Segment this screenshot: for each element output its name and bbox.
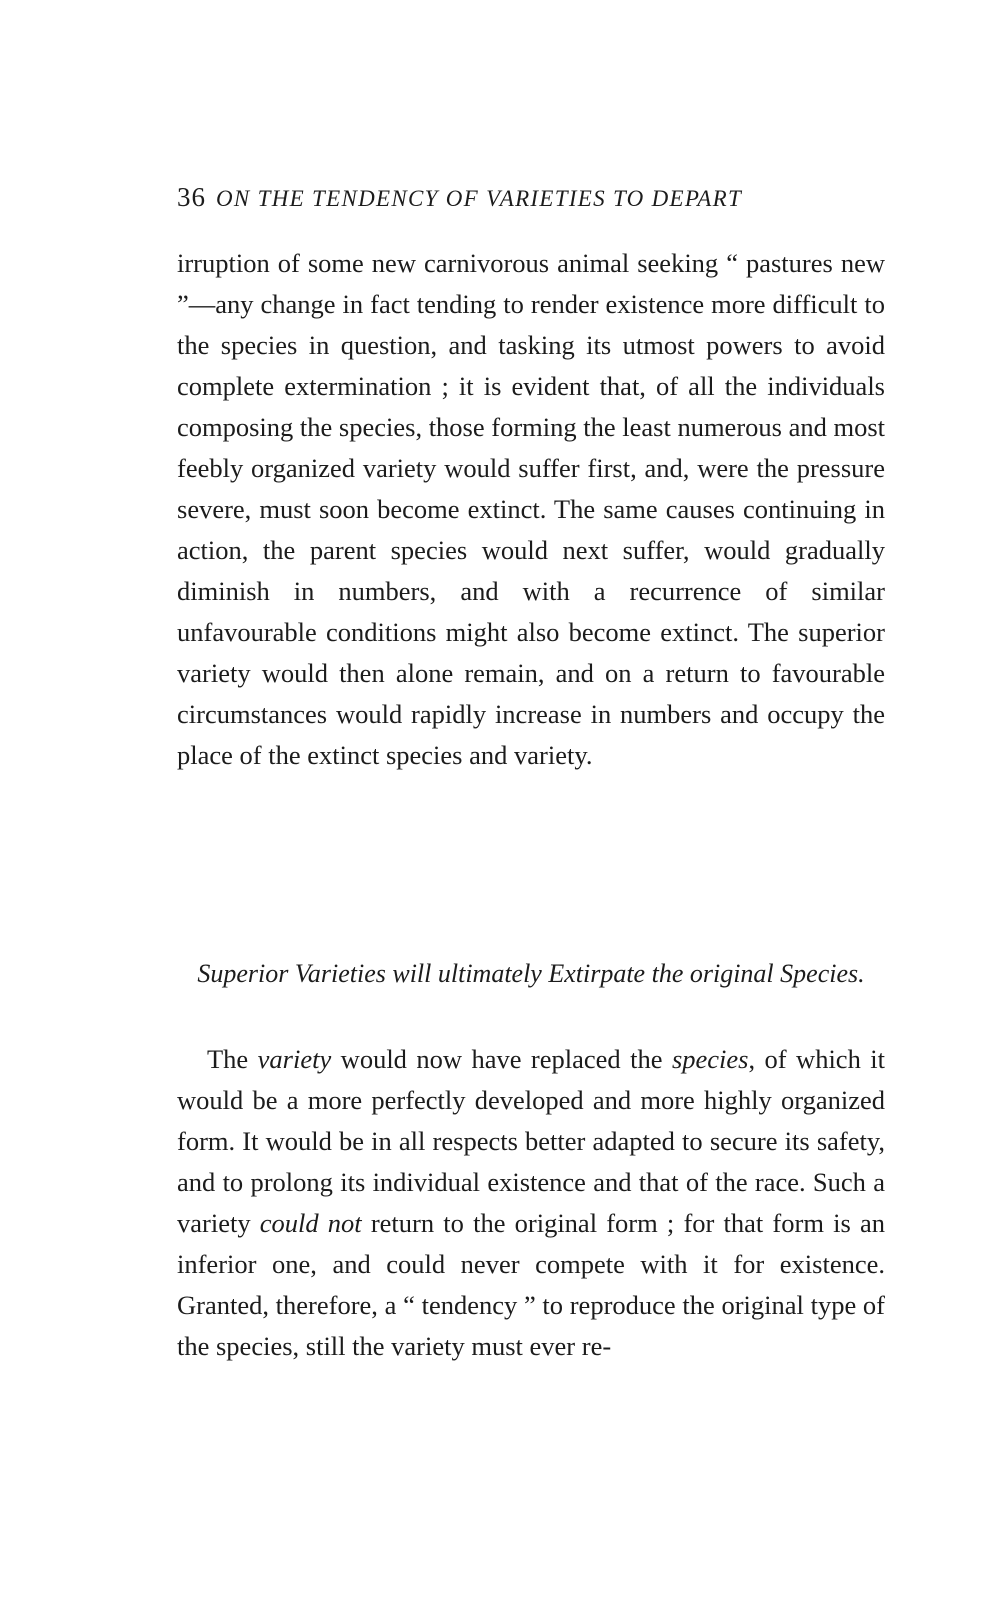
paragraph-2-text: return to the original form ; for that form is an inferior one, and could never compete with it for existence. Granted, therefore, a “ tendency ” to reproduce the original type of the species, still the variety must ever re-	[177, 1208, 885, 1361]
body-paragraph-2	[177, 1039, 885, 1367]
page-number: 36	[177, 182, 206, 212]
page-header	[177, 182, 897, 222]
body-paragraph-1: irruption of some new carnivorous animal seeking “ pastures new ”—any change in fact tending to render existence more difficult to the species in question, and tasking its utmost powers to avoid complete extermination ; it is evident that, of all the individuals composing the species, those forming the least numerous and most feebly organized variety would suffer first, and, were the pressure severe, must soon become extinct. The same causes continuing in action, the parent species would next suffer, would gradually diminish in numbers, and with a recurrence of similar unfavourable conditions might also become extinct. The superior variety would then alone remain, and on a return to favourable circumstances would rapidly increase in numbers and occupy the place of the extinct species and variety.	[177, 248, 886, 770]
paragraph-2-emphasis: species	[671, 1044, 749, 1074]
paragraph-2-text: , of which it would be a more perfectly developed and more highly organized form. It would be in all respects better adapted to secure its safety, and to prolong its individual existence and that of the race. Such a variety	[177, 1044, 885, 1238]
section-heading: Superior Varieties will ultimately Extirpate the original Species.	[197, 959, 865, 988]
running-head: ON THE TENDENCY OF VARIETIES TO DEPART	[216, 186, 743, 211]
paragraph-2-text: would now have replaced the	[331, 1044, 672, 1074]
paragraph-2-emphasis: variety	[257, 1044, 332, 1074]
paragraph-2-text: The	[207, 1044, 258, 1074]
paragraph-2-emphasis: could not	[259, 1208, 362, 1238]
